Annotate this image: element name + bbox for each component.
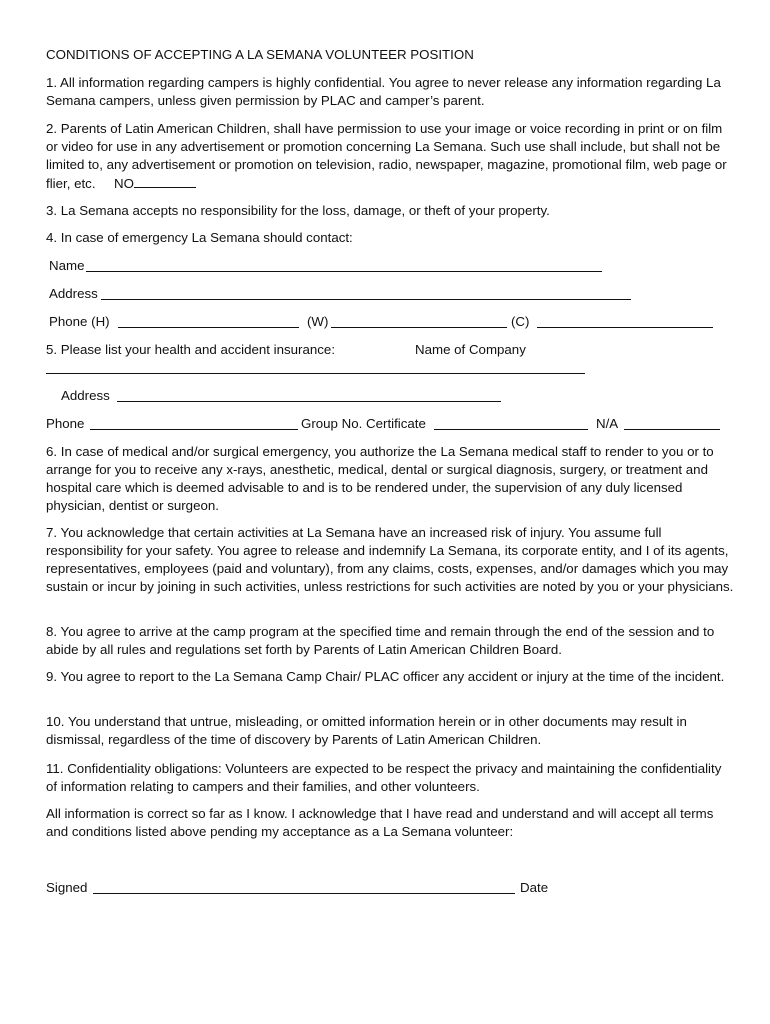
condition-10: 10. You understand that untrue, misleading, or omitted information herein or in other documents may result in dismissal, regardless of the time of discovery by Parents of Latin American Children. (46, 714, 687, 747)
insurance-phone-label: Phone (46, 416, 85, 431)
signature-field[interactable] (93, 893, 515, 894)
condition-5: 5. Please list your health and accident insurance: (46, 342, 336, 357)
emergency-phone-home-label: Phone (H) (49, 314, 110, 329)
condition-7: 7. You acknowledge that certain activities at La Semana have an increased risk of injury. You assume full responsibility for your safety. You agree to release and indemnify La Semana, its corporate entity, and I of its agents, representatives, employees (paid and voluntary), from any claims, costs, expenses, and/or damages which you may sustain or incur by joining in such activities, unless restrictions for such activities are noted by you or your physicians. (46, 525, 734, 594)
condition-2-text: 2. Parents of Latin American Children, shall have permission to use your image or voice recording in print or on film or video for use in any advertisement or promotion concerning La Semana. Such use shall include, but shall not be limited to, any advertisement or promotion on television, radio, newspaper, magazine, promotional film, web page or flier, etc. (46, 121, 727, 191)
emergency-name-field[interactable] (86, 271, 602, 272)
condition-9: 9. You agree to report to the La Semana Camp Chair/ PLAC officer any accident or injury at the time of the incident. (46, 669, 725, 684)
no-option-label: NO (114, 176, 134, 191)
condition-4: 4. In case of emergency La Semana should contact: (46, 230, 353, 245)
emergency-phone-home-field[interactable] (118, 327, 299, 328)
condition-6: 6. In case of medical and/or surgical emergency, you authorize the La Semana medical staff to render to you or to arrange for you to receive any x-rays, anesthetic, medical, dental or surgical diagnosis, surgery, or treatment and hospital care which is deemed advisable to and is to be rendered under, the supervision of any duly licensed physician, dentist or surgeon. (46, 444, 714, 513)
insurance-company-field[interactable] (46, 373, 585, 374)
signed-label: Signed (46, 880, 88, 895)
insurance-phone-field[interactable] (90, 429, 298, 430)
no-option-field[interactable] (134, 174, 196, 188)
emergency-address-label: Address (49, 286, 98, 301)
emergency-name-label: Name (49, 258, 85, 273)
closing-statement: All information is correct so far as I know. I acknowledge that I have read and understand and will accept all terms and conditions listed above pending my acceptance as a La Semana volunteer: (46, 806, 714, 839)
emergency-phone-work-label: (W) (307, 314, 329, 329)
condition-3: 3. La Semana accepts no responsibility for the loss, damage, or theft of your property. (46, 203, 550, 218)
page-title: CONDITIONS OF ACCEPTING A LA SEMANA VOLUNTEER POSITION (46, 47, 474, 62)
insurance-address-label: Address (61, 388, 110, 403)
condition-1: 1. All information regarding campers is highly confidential. You agree to never release any information regarding La Semana campers, unless given permission by PLAC and camper’s parent. (46, 75, 721, 108)
insurance-company-label: Name of Company (415, 342, 526, 357)
emergency-phone-cell-label: (C) (511, 314, 530, 329)
insurance-group-label: Group No. Certificate (301, 416, 426, 431)
condition-8: 8. You agree to arrive at the camp program at the specified time and remain through the end of the session and to abide by all rules and regulations set forth by Parents of Latin American Children Board. (46, 624, 715, 657)
condition-2 (46, 120, 736, 193)
insurance-na-field[interactable] (624, 429, 720, 430)
emergency-phone-cell-field[interactable] (537, 327, 713, 328)
emergency-address-field[interactable] (101, 299, 631, 300)
emergency-phone-work-field[interactable] (331, 327, 507, 328)
insurance-address-field[interactable] (117, 401, 501, 402)
date-label: Date (520, 880, 549, 895)
condition-11: 11. Confidentiality obligations: Volunteers are expected to be respect the privacy and maintaining the confidentiality of information relating to campers and their families, and other volunteers. (46, 761, 722, 794)
insurance-na-label: N/A (596, 416, 619, 431)
insurance-group-field[interactable] (434, 429, 588, 430)
